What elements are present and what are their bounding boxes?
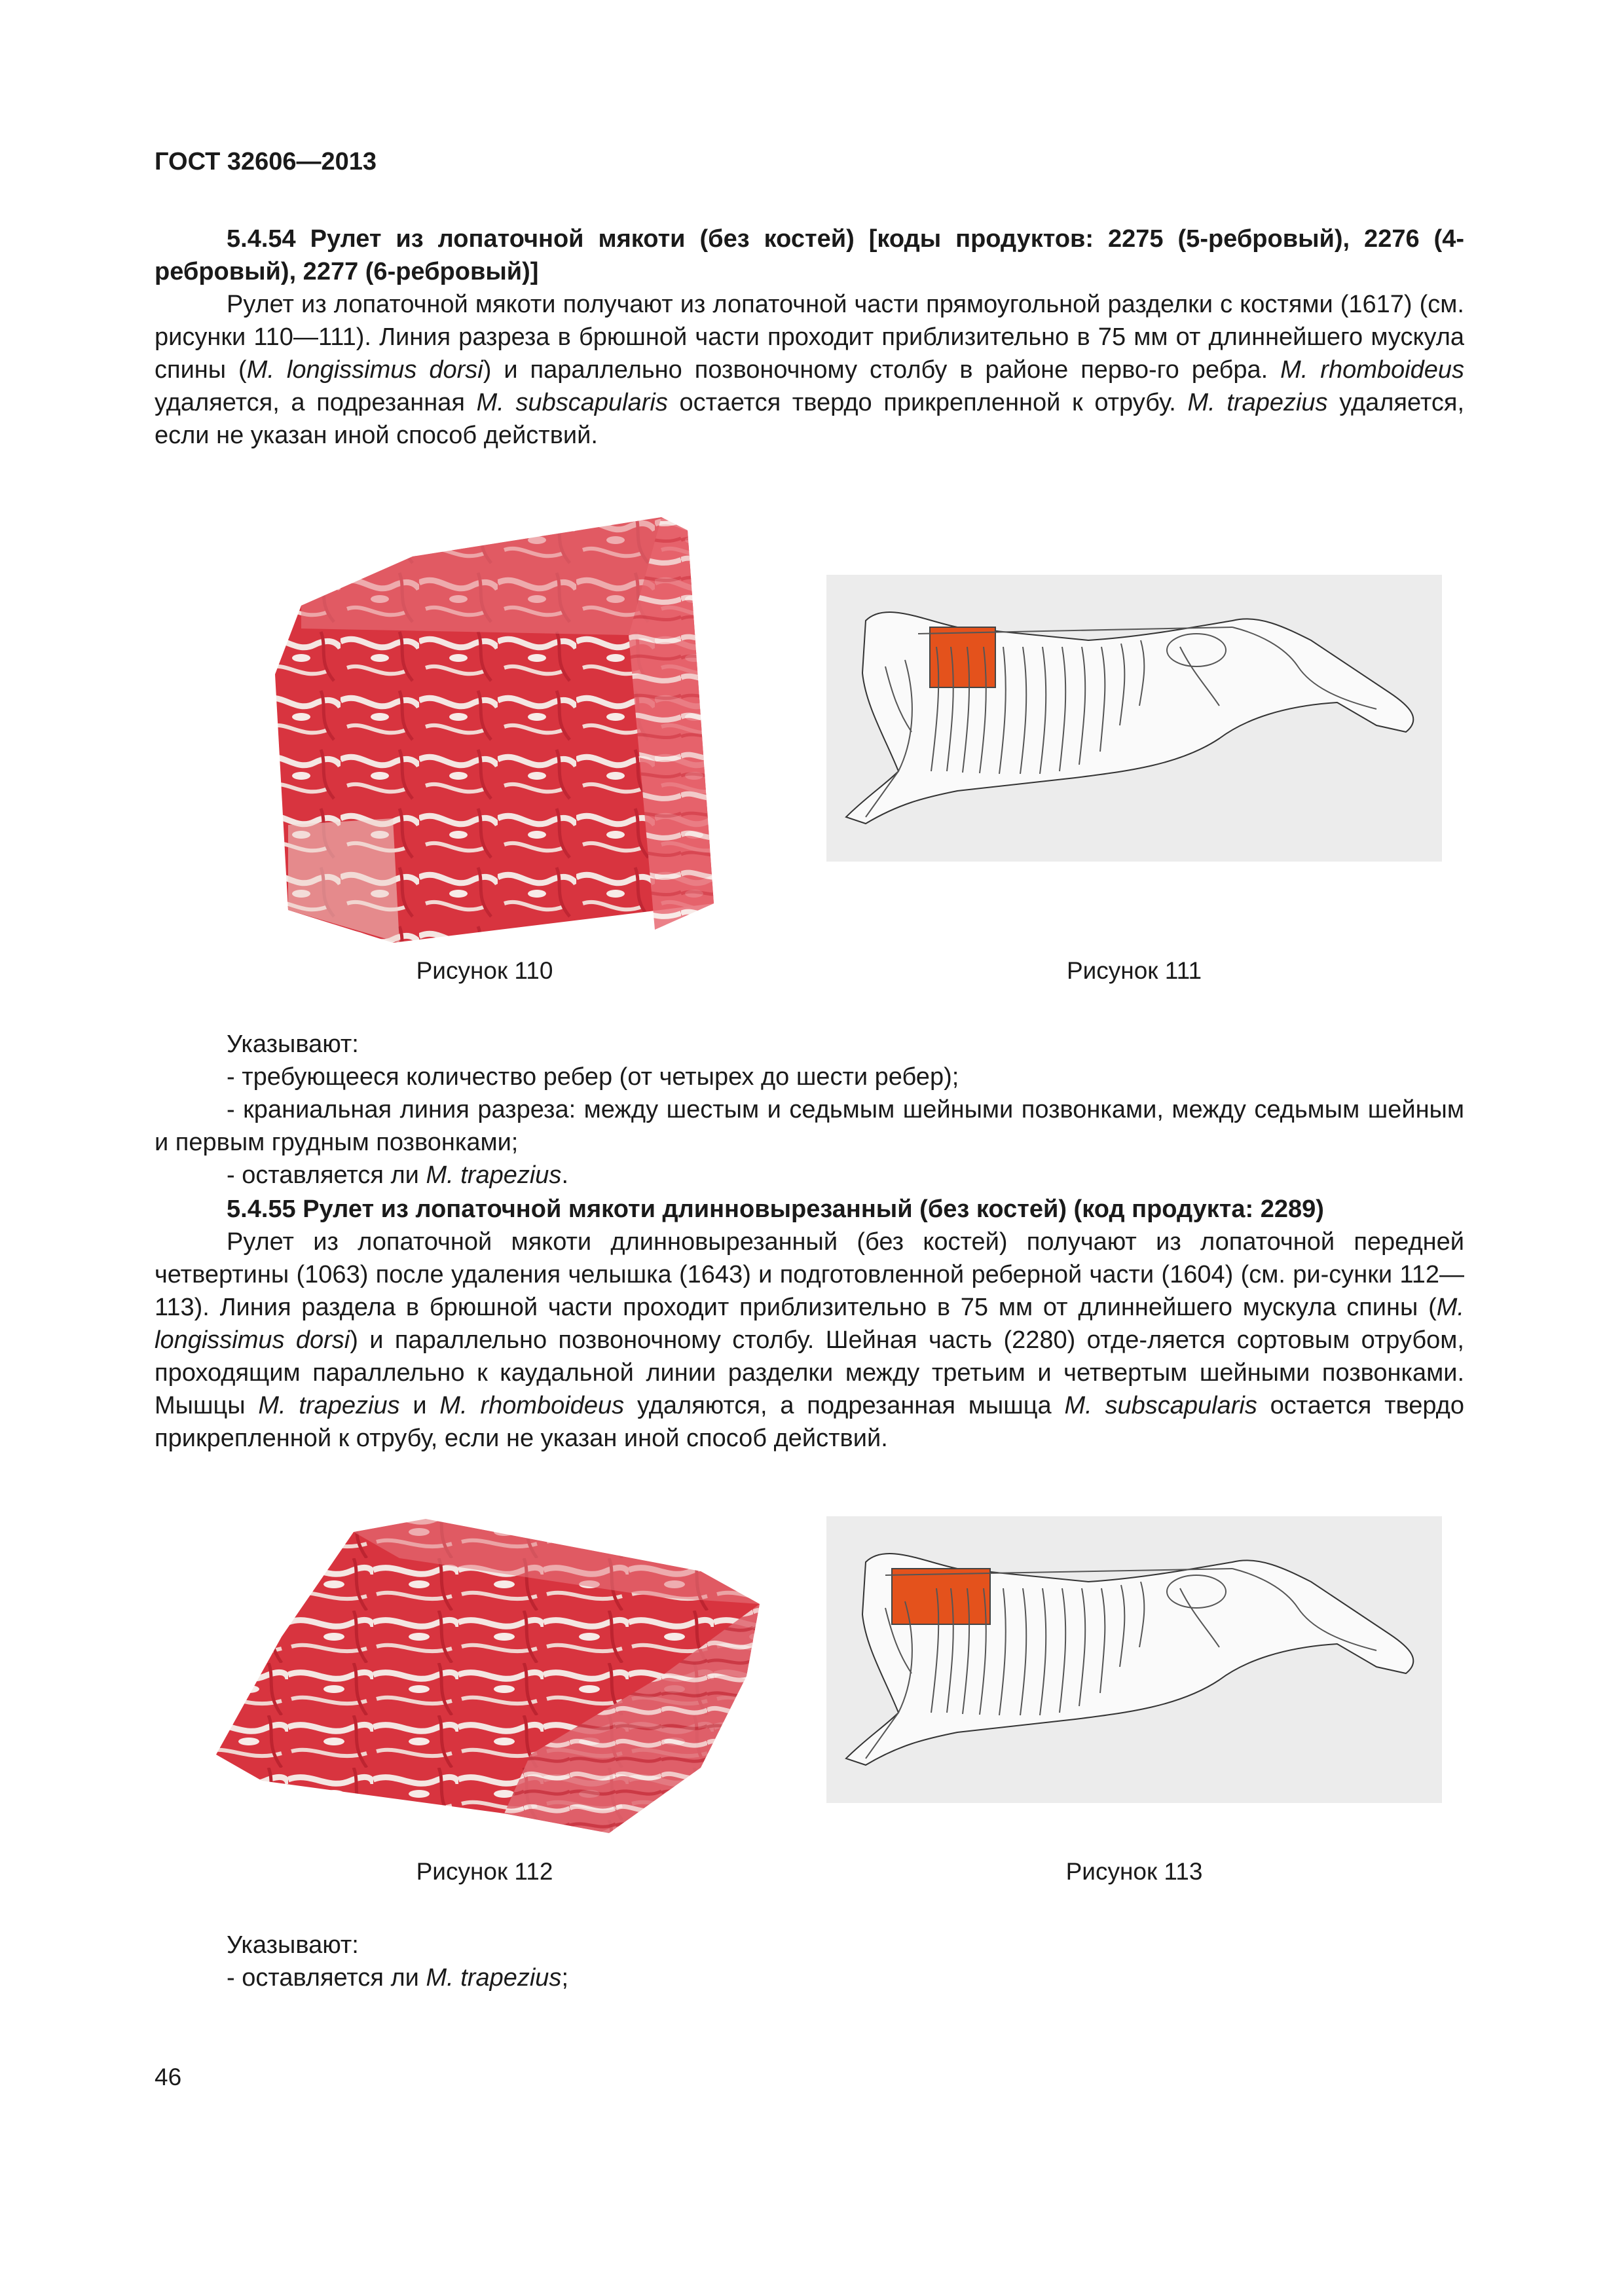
figure-111-diagram bbox=[826, 575, 1442, 862]
figure-110-photo bbox=[262, 511, 733, 943]
figure-113-diagram bbox=[826, 1516, 1442, 1803]
figure-112-caption: Рисунок 112 bbox=[416, 1858, 553, 1885]
figure-113-caption: Рисунок 113 bbox=[1065, 1858, 1203, 1885]
section-heading-5-4-54: 5.4.54 Рулет из лопаточной мякоти (без костей) [коды продуктов: 2275 (5-ребровый), 2276 (4-ребровый), 2277 (6-ребровый)] bbox=[155, 225, 1464, 285]
section-heading-5-4-55: 5.4.55 Рулет из лопаточной мякоти длинновырезанный (без костей) (код продукта: 2289) bbox=[227, 1195, 1324, 1223]
section-paragraph-5-4-55: Рулет из лопаточной мякоти длинновырезанный (без костей) получают из лопаточной передней четвертины (1063) после удаления челышка (1643) и подготовленной реберной части (1604) (см. ри-сунки 112—113). Линия раздела в брюшной части проходит приблизительно в 75 мм от длиннейшего мускула спины (M. longissimus dorsi) и параллельно позвоночному столбу. Шейная часть (2280) отде-ляется сортовым отрубом, проходящим параллельно к каудальной линии разделки между третьим и четвертым шейными позвонками. Мышцы M. trapezius и M. rhomboideus удаляются, а подрезанная мышца M. subscapularis остается твердо прикрепленной к отрубу, если не указан иной способ действий. bbox=[155, 1228, 1464, 1452]
indicate-2-item-1: - оставляется ли M. trapezius; bbox=[227, 1964, 568, 1992]
figure-112-photo bbox=[203, 1506, 779, 1840]
indicate-label-2: Указывают: bbox=[227, 1931, 359, 1959]
standard-header: ГОСТ 32606—2013 bbox=[155, 148, 377, 175]
page-number: 46 bbox=[155, 2064, 182, 2090]
indicate-1-item-2: - краниальная линия разреза: между шестым и седьмым шейными позвонками, между седьмым шейным и первым грудным позвонками; bbox=[155, 1096, 1464, 1156]
indicate-1-item-3: - оставляется ли M. trapezius. bbox=[227, 1161, 568, 1189]
figure-110-caption: Рисунок 110 bbox=[416, 957, 553, 984]
indicate-1-item-1: - требующееся количество ребер (от четырех до шести ребер); bbox=[227, 1063, 959, 1091]
section-paragraph-5-4-54: Рулет из лопаточной мякоти получают из лопаточной части прямоугольной разделки с костями (1617) (см. рисунки 110—111). Линия разреза в брюшной части проходит приблизительно в 75 мм от длиннейшего мускула спины (M. longissimus dorsi) и параллельно позвоночному столбу в районе перво-го ребра. M. rhomboideus удаляется, а подрезанная M. subscapularis остается твердо прикрепленной к отрубу. M. trapezius удаляется, если не указан иной способ действий. bbox=[155, 291, 1464, 449]
indicate-label-1: Указывают: bbox=[227, 1030, 359, 1058]
figure-111-caption: Рисунок 111 bbox=[1066, 957, 1202, 984]
